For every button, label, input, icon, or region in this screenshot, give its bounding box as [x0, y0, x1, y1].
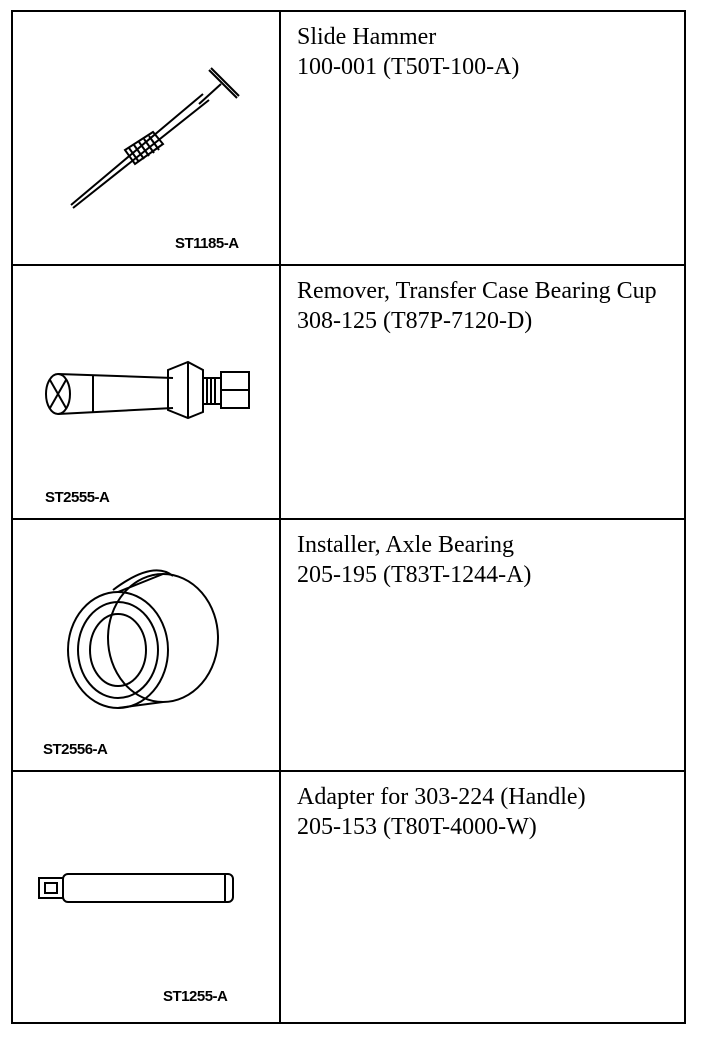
tool-number: 100-001 (T50T-100-A) — [297, 54, 520, 80]
tool-code: ST2556-A — [43, 741, 108, 758]
tool-row — [13, 520, 684, 772]
axle-bearing-installer-illustration — [13, 520, 279, 770]
tool-illustration-cell — [13, 520, 281, 770]
special-tools-table — [11, 10, 686, 1024]
bearing-cup-remover-illustration — [13, 266, 279, 518]
tool-illustration-cell — [13, 266, 281, 518]
tool-number: 205-195 (T83T-1244-A) — [297, 562, 532, 588]
tool-description-cell — [281, 266, 684, 518]
tool-name: Installer, Axle Bearing — [297, 532, 514, 558]
tool-number: 308-125 (T87P-7120-D) — [297, 308, 533, 334]
tool-row — [13, 12, 684, 266]
tool-row — [13, 772, 684, 1022]
tool-code: ST1255-A — [163, 988, 228, 1005]
tool-code: ST2555-A — [45, 489, 110, 506]
tool-number: 205-153 (T80T-4000-W) — [297, 814, 537, 840]
tool-name: Slide Hammer — [297, 24, 437, 50]
tool-description-cell — [281, 772, 684, 1022]
tool-row — [13, 266, 684, 520]
tool-name: Remover, Transfer Case Bearing Cup — [297, 278, 657, 304]
tool-description-cell — [281, 520, 684, 770]
slide-hammer-illustration — [13, 12, 279, 264]
tool-name: Adapter for 303-224 (Handle) — [297, 784, 586, 810]
tool-code: ST1185-A — [175, 235, 239, 252]
tool-illustration-cell — [13, 12, 281, 264]
tool-description-cell — [281, 12, 684, 264]
tool-illustration-cell — [13, 772, 281, 1022]
handle-adapter-illustration — [13, 772, 279, 1020]
